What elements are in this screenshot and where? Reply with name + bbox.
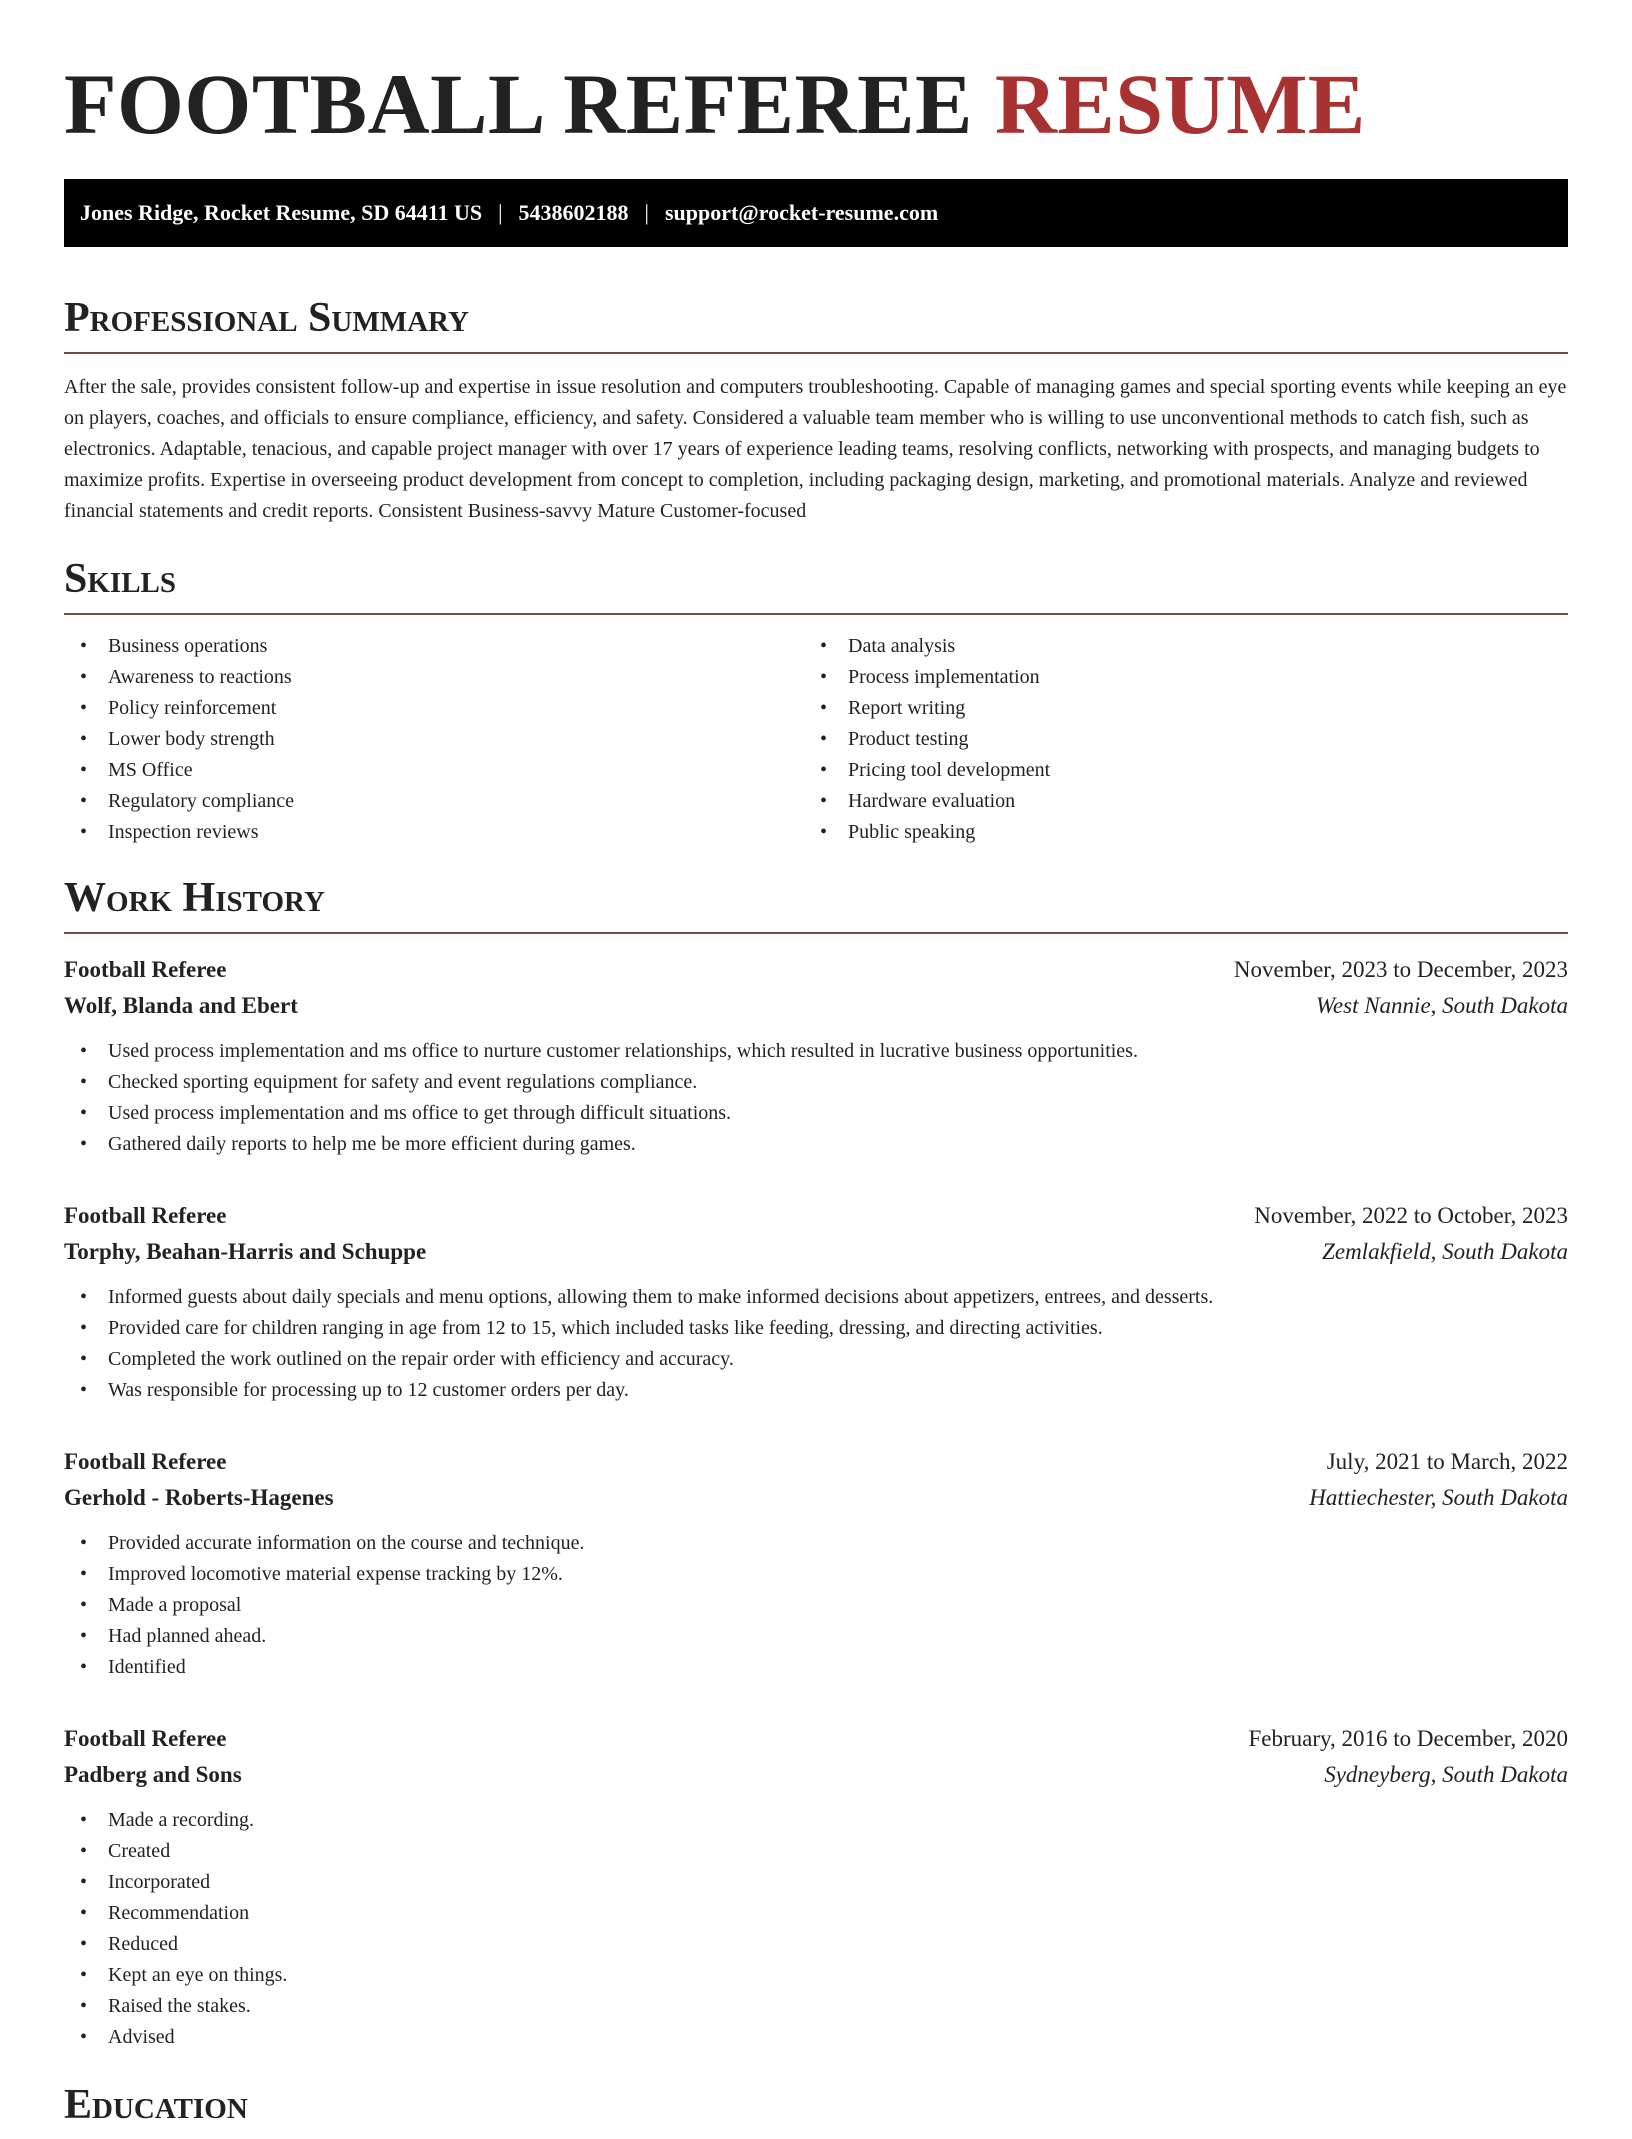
job-title: Football Referee xyxy=(64,1726,227,1751)
skill-item: • Public speaking xyxy=(804,817,1544,848)
contact-bar xyxy=(64,179,1568,247)
job-company-row xyxy=(64,1234,1568,1270)
job-dates: February, 2016 to December, 2020 xyxy=(1248,1726,1568,1751)
job-title: Football Referee xyxy=(64,1449,227,1474)
skills-grid xyxy=(64,631,1568,848)
job-company-row xyxy=(64,988,1568,1024)
job-company: Wolf, Blanda and Ebert xyxy=(64,993,298,1018)
duty-item: • Incorporated xyxy=(64,1867,1568,1898)
contact-separator: | xyxy=(644,200,649,225)
job-company: Gerhold - Roberts-Hagenes xyxy=(64,1485,334,1510)
duty-item: • Gathered daily reports to help me be more efficient during games. xyxy=(64,1129,1568,1160)
skills-heading: Skills xyxy=(64,553,1568,615)
summary-text: After the sale, provides consistent follow-up and expertise in issue resolution and computers troubleshooting. Capable of managing games and special sporting events while keeping an eye on players, coaches, and officials to ensure compliance, efficiency, and safety. Considered a valuable team member who is willing to use unconventional methods to catch fish, such as electronics. Adaptable, tenacious, and capable project manager with over 17 years of experience leading teams, resolving conflicts, networking with prospects, and managing budgets to maximize profits. Expertise in overseeing product development from concept to completion, including packaging design, marketing, and promotional materials. Analyze and reviewed financial statements and credit reports. Consistent Business-savvy Mature Customer-focused xyxy=(64,376,1567,522)
job-entry xyxy=(64,1721,1568,2053)
skill-item: • Awareness to reactions xyxy=(64,662,804,693)
job-dates: November, 2023 to December, 2023 xyxy=(1233,957,1568,982)
title-accent: RESUME xyxy=(994,56,1366,152)
duty-item: • Provided care for children ranging in age from 12 to 15, which included tasks like feeding, dressing, and directing activities. xyxy=(64,1313,1568,1344)
resume-title xyxy=(64,58,1568,150)
contact-email: support@rocket-resume.com xyxy=(664,200,939,225)
contact-separator: | xyxy=(498,200,503,225)
skill-item: • Process implementation xyxy=(804,662,1544,693)
skill-item: • Pricing tool development xyxy=(804,755,1544,786)
job-duties xyxy=(64,1036,1568,1160)
job-location: Zemlakfield, South Dakota xyxy=(1322,1239,1568,1264)
job-dates: July, 2021 to March, 2022 xyxy=(1326,1449,1568,1474)
job-title: Football Referee xyxy=(64,1203,227,1228)
skill-item: • Data analysis xyxy=(804,631,1544,662)
contact-phone: 5438602188 xyxy=(518,200,629,225)
duty-item: • Checked sporting equipment for safety and event regulations compliance. xyxy=(64,1067,1568,1098)
work-history-heading: Work History xyxy=(64,872,1568,934)
skill-item: • Regulatory compliance xyxy=(64,786,804,817)
duty-item: • Reduced xyxy=(64,1929,1568,1960)
job-location: West Nannie, South Dakota xyxy=(1315,993,1568,1018)
job-entry xyxy=(64,1198,1568,1406)
job-dates: November, 2022 to October, 2023 xyxy=(1254,1203,1568,1228)
duty-item: • Improved locomotive material expense tracking by 12%. xyxy=(64,1559,1568,1590)
duty-item: • Informed guests about daily specials and menu options, allowing them to make informed decisions about appetizers, entrees, and desserts. xyxy=(64,1282,1568,1313)
duty-item: • Completed the work outlined on the repair order with efficiency and accuracy. xyxy=(64,1344,1568,1375)
job-header-row xyxy=(64,952,1568,988)
job-entry xyxy=(64,952,1568,1160)
duty-item: • Kept an eye on things. xyxy=(64,1960,1568,1991)
title-main: FOOTBALL REFEREE xyxy=(64,56,973,152)
skills-column-left xyxy=(64,631,804,848)
skill-item: • Report writing xyxy=(804,693,1544,724)
duty-item: • Had planned ahead. xyxy=(64,1621,1568,1652)
duty-item: • Made a proposal xyxy=(64,1590,1568,1621)
duty-item: • Made a recording. xyxy=(64,1805,1568,1836)
duty-item: • Recommendation xyxy=(64,1898,1568,1929)
resume-page xyxy=(64,0,1568,2139)
skill-item: • Hardware evaluation xyxy=(804,786,1544,817)
job-header-row xyxy=(64,1721,1568,1757)
skill-item: • Business operations xyxy=(64,631,804,662)
job-duties xyxy=(64,1528,1568,1683)
job-location: Hattiechester, South Dakota xyxy=(1309,1485,1568,1510)
job-company: Torphy, Beahan-Harris and Schuppe xyxy=(64,1239,427,1264)
duty-item: • Identified xyxy=(64,1652,1568,1683)
job-header-row xyxy=(64,1444,1568,1480)
job-duties xyxy=(64,1805,1568,2053)
duty-item: • Used process implementation and ms office to nurture customer relationships, which resulted in lucrative business opportunities. xyxy=(64,1036,1568,1067)
skill-item: • Lower body strength xyxy=(64,724,804,755)
job-company: Padberg and Sons xyxy=(64,1762,242,1787)
skill-item: • MS Office xyxy=(64,755,804,786)
summary-heading: Professional Summary xyxy=(64,292,1568,354)
skill-item: • Policy reinforcement xyxy=(64,693,804,724)
duty-item: • Advised xyxy=(64,2022,1568,2053)
education-heading: Education xyxy=(64,2082,248,2128)
duty-item: • Used process implementation and ms office to get through difficult situations. xyxy=(64,1098,1568,1129)
duty-item: • Raised the stakes. xyxy=(64,1991,1568,2022)
job-company-row xyxy=(64,1757,1568,1793)
job-duties xyxy=(64,1282,1568,1406)
duty-item: • Was responsible for processing up to 12 customer orders per day. xyxy=(64,1375,1568,1406)
job-entry xyxy=(64,1444,1568,1683)
skill-item: • Inspection reviews xyxy=(64,817,804,848)
job-title: Football Referee xyxy=(64,957,227,982)
job-header-row xyxy=(64,1198,1568,1234)
job-location: Sydneyberg, South Dakota xyxy=(1324,1762,1568,1787)
contact-address: Jones Ridge, Rocket Resume, SD 64411 US xyxy=(80,200,483,225)
duty-item: • Provided accurate information on the course and technique. xyxy=(64,1528,1568,1559)
skills-column-right xyxy=(804,631,1544,848)
skill-item: • Product testing xyxy=(804,724,1544,755)
duty-item: • Created xyxy=(64,1836,1568,1867)
job-company-row xyxy=(64,1480,1568,1516)
